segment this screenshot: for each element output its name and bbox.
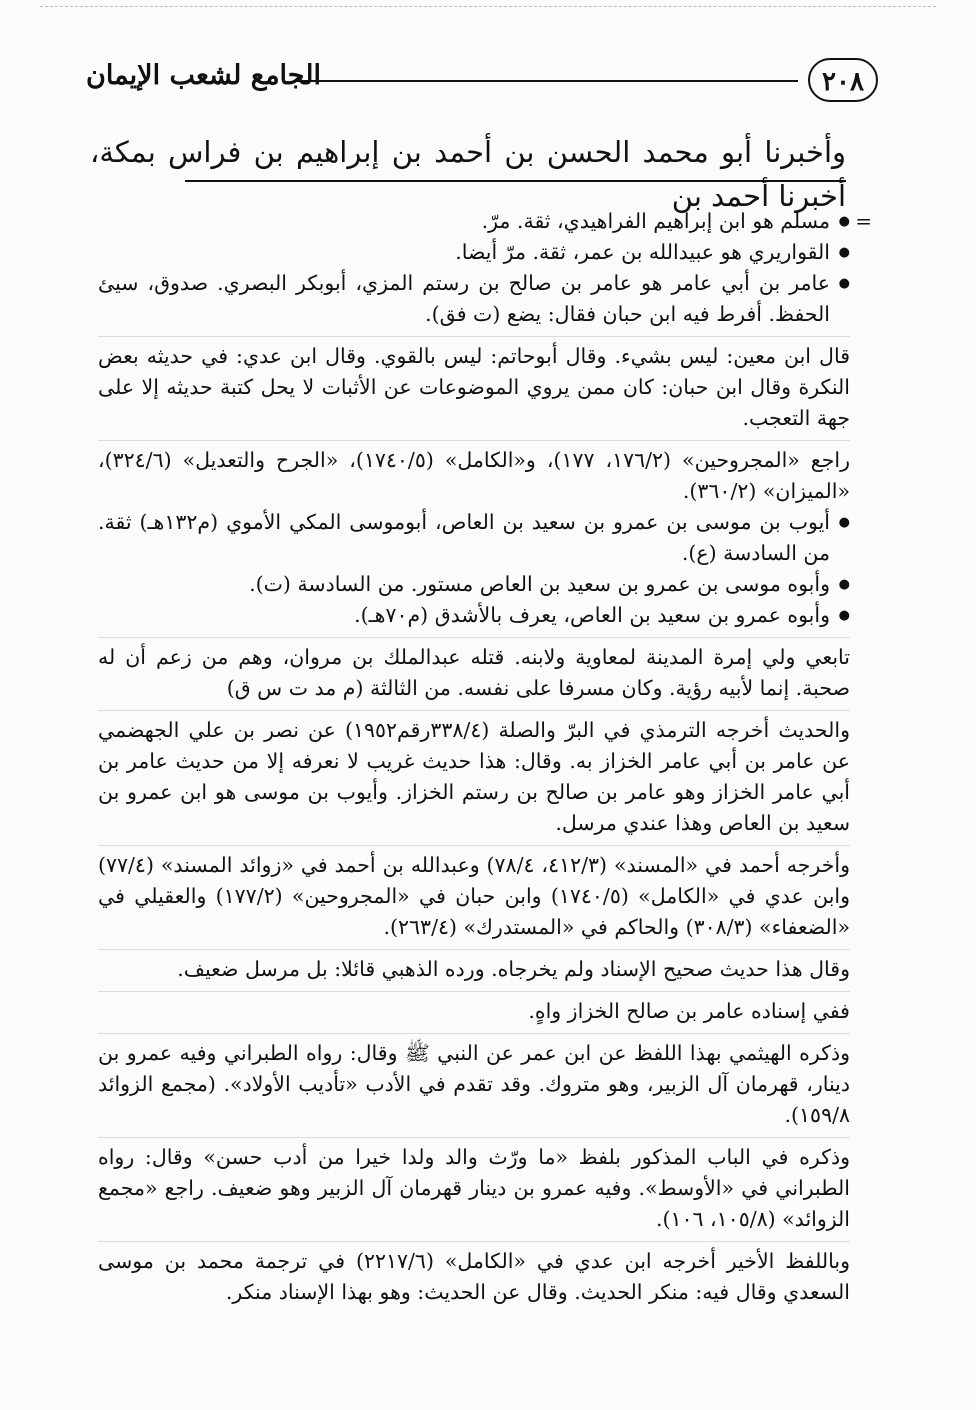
main-text: وأخبرنا أبو محمد الحسن بن أحمد بن إبراهيم بن فراس بمكة، أخبرنا أحمد بن xyxy=(90,135,846,213)
note-bullet: ● وأبوه موسى بن عمرو بن سعيد بن العاص مستور. من السادسة (ت). xyxy=(98,569,850,600)
note-paragraph: والحديث أخرجه الترمذي في البرّ والصلة (٣٣٨/٤رقم١٩٥٢) عن نصر بن علي الجهضمي عن عامر بن أبي عامر الخزاز به. وقال: هذا حديث غريب لا نعرفه إلا من حديث عامر بن أبي عامر الخزاز وهو عامر بن صالح بن رستم الخزاز. وأيوب بن موسى هو ابن عمرو بن سعيد بن العاص وهذا عندي مرسل. xyxy=(98,710,850,839)
footnote-separator xyxy=(185,180,846,182)
note-paragraph: تابعي ولي إمرة المدينة لمعاوية ولابنه. قتله عبدالملك بن مروان، وهم من زعم أن له صحبة. إنما لأبيه رؤية. وكان مسرفا على نفسه. من الثالثة (م مد ت س ق) xyxy=(98,637,850,704)
header-rule xyxy=(296,80,798,82)
note-paragraph: راجع «المجروحين» (١٧٦/٢، ١٧٧)، و«الكامل» (١٧٤٠/٥)، «الجرح والتعديل» (٣٢٤/٦)، «الميزان» (٣٦٠/٢). xyxy=(98,440,850,507)
book-title: الجامع لشعب الإيمان xyxy=(86,60,321,91)
note-paragraph: ففي إسناده عامر بن صالح الخزاز واهٍ. xyxy=(98,991,850,1027)
continuation-mark: = xyxy=(855,209,872,233)
note-paragraph: قال ابن معين: ليس بشيء. وقال أبوحاتم: ليس بالقوي. وقال ابن عدي: في حديثه بعض النكرة وقال ابن حبان: كان ممن يروي الموضوعات عن الأثبات لا يحل كتبة حديثه إلا على جهة التعجب. xyxy=(98,336,850,434)
footnotes xyxy=(98,206,872,1308)
note-bullet: ● مسلم هو ابن إبراهيم الفراهيدي، ثقة. مرّ. xyxy=(98,206,850,237)
page-number: ٢٠٨ xyxy=(808,58,878,102)
note-bullet: ● أيوب بن موسى بن عمرو بن سعيد بن العاص، أبوموسى المكي الأموي (م١٣٢هـ) ثقة. من السادسة (ع). xyxy=(98,507,850,569)
note-paragraph: وقال هذا حديث صحيح الإسناد ولم يخرجاه. ورده الذهبي قائلا: بل مرسل ضعيف. xyxy=(98,949,850,985)
page-header xyxy=(86,58,878,106)
note-paragraph: وباللفظ الأخير أخرجه ابن عدي في «الكامل» (٢٢١٧/٦) في ترجمة محمد بن موسى السعدي وقال فيه: منكر الحديث. وقال عن الحديث: وهو بهذا الإسناد منكر. xyxy=(98,1241,850,1308)
note-paragraph: وذكره الهيثمي بهذا اللفظ عن ابن عمر عن النبي ﷺ وقال: رواه الطبراني وفيه عمرو بن دينار، قهرمان آل الزبير، وهو متروك. وقد تقدم في الأدب «تأديب الأولاد». (مجمع الزوائد ١٥٩/٨). xyxy=(98,1033,850,1131)
note-bullet: ● وأبوه عمرو بن سعيد بن العاص، يعرف بالأشدق (م٧٠هـ). xyxy=(98,600,850,631)
top-dashed-rule xyxy=(40,6,936,7)
note-paragraph: وذكره في الباب المذكور بلفظ «ما ورّث والد ولدا خيرا من أدب حسن» وقال: رواه الطبراني في «الأوسط». وفيه عمرو بن دينار قهرمان آل الزبير وهو ضعيف. راجع «مجمع الزوائد» (١٠٥/٨، ١٠٦). xyxy=(98,1137,850,1235)
note-paragraph: وأخرجه أحمد في «المسند» (٤١٢/٣، ٧٨/٤) وعبدالله بن أحمد في «زوائد المسند» (٧٧/٤) وابن عدي في «الكامل» (١٧٤٠/٥) وابن حبان في «المجروحين» (١٧٧/٢) والعقيلي في «الضعفاء» (٣٠٨/٣) والحاكم في «المستدرك» (٢٦٣/٤). xyxy=(98,845,850,943)
note-bullet: ● عامر بن أبي عامر هو عامر بن صالح بن رستم المزي، أبوبكر البصري. صدوق، سيئ الحفظ. أفرط فيه ابن حبان فقال: يضع (ت فق). xyxy=(98,268,850,330)
note-bullet: ● القواريري هو عبيدالله بن عمر، ثقة. مرّ أيضا. xyxy=(98,237,850,268)
